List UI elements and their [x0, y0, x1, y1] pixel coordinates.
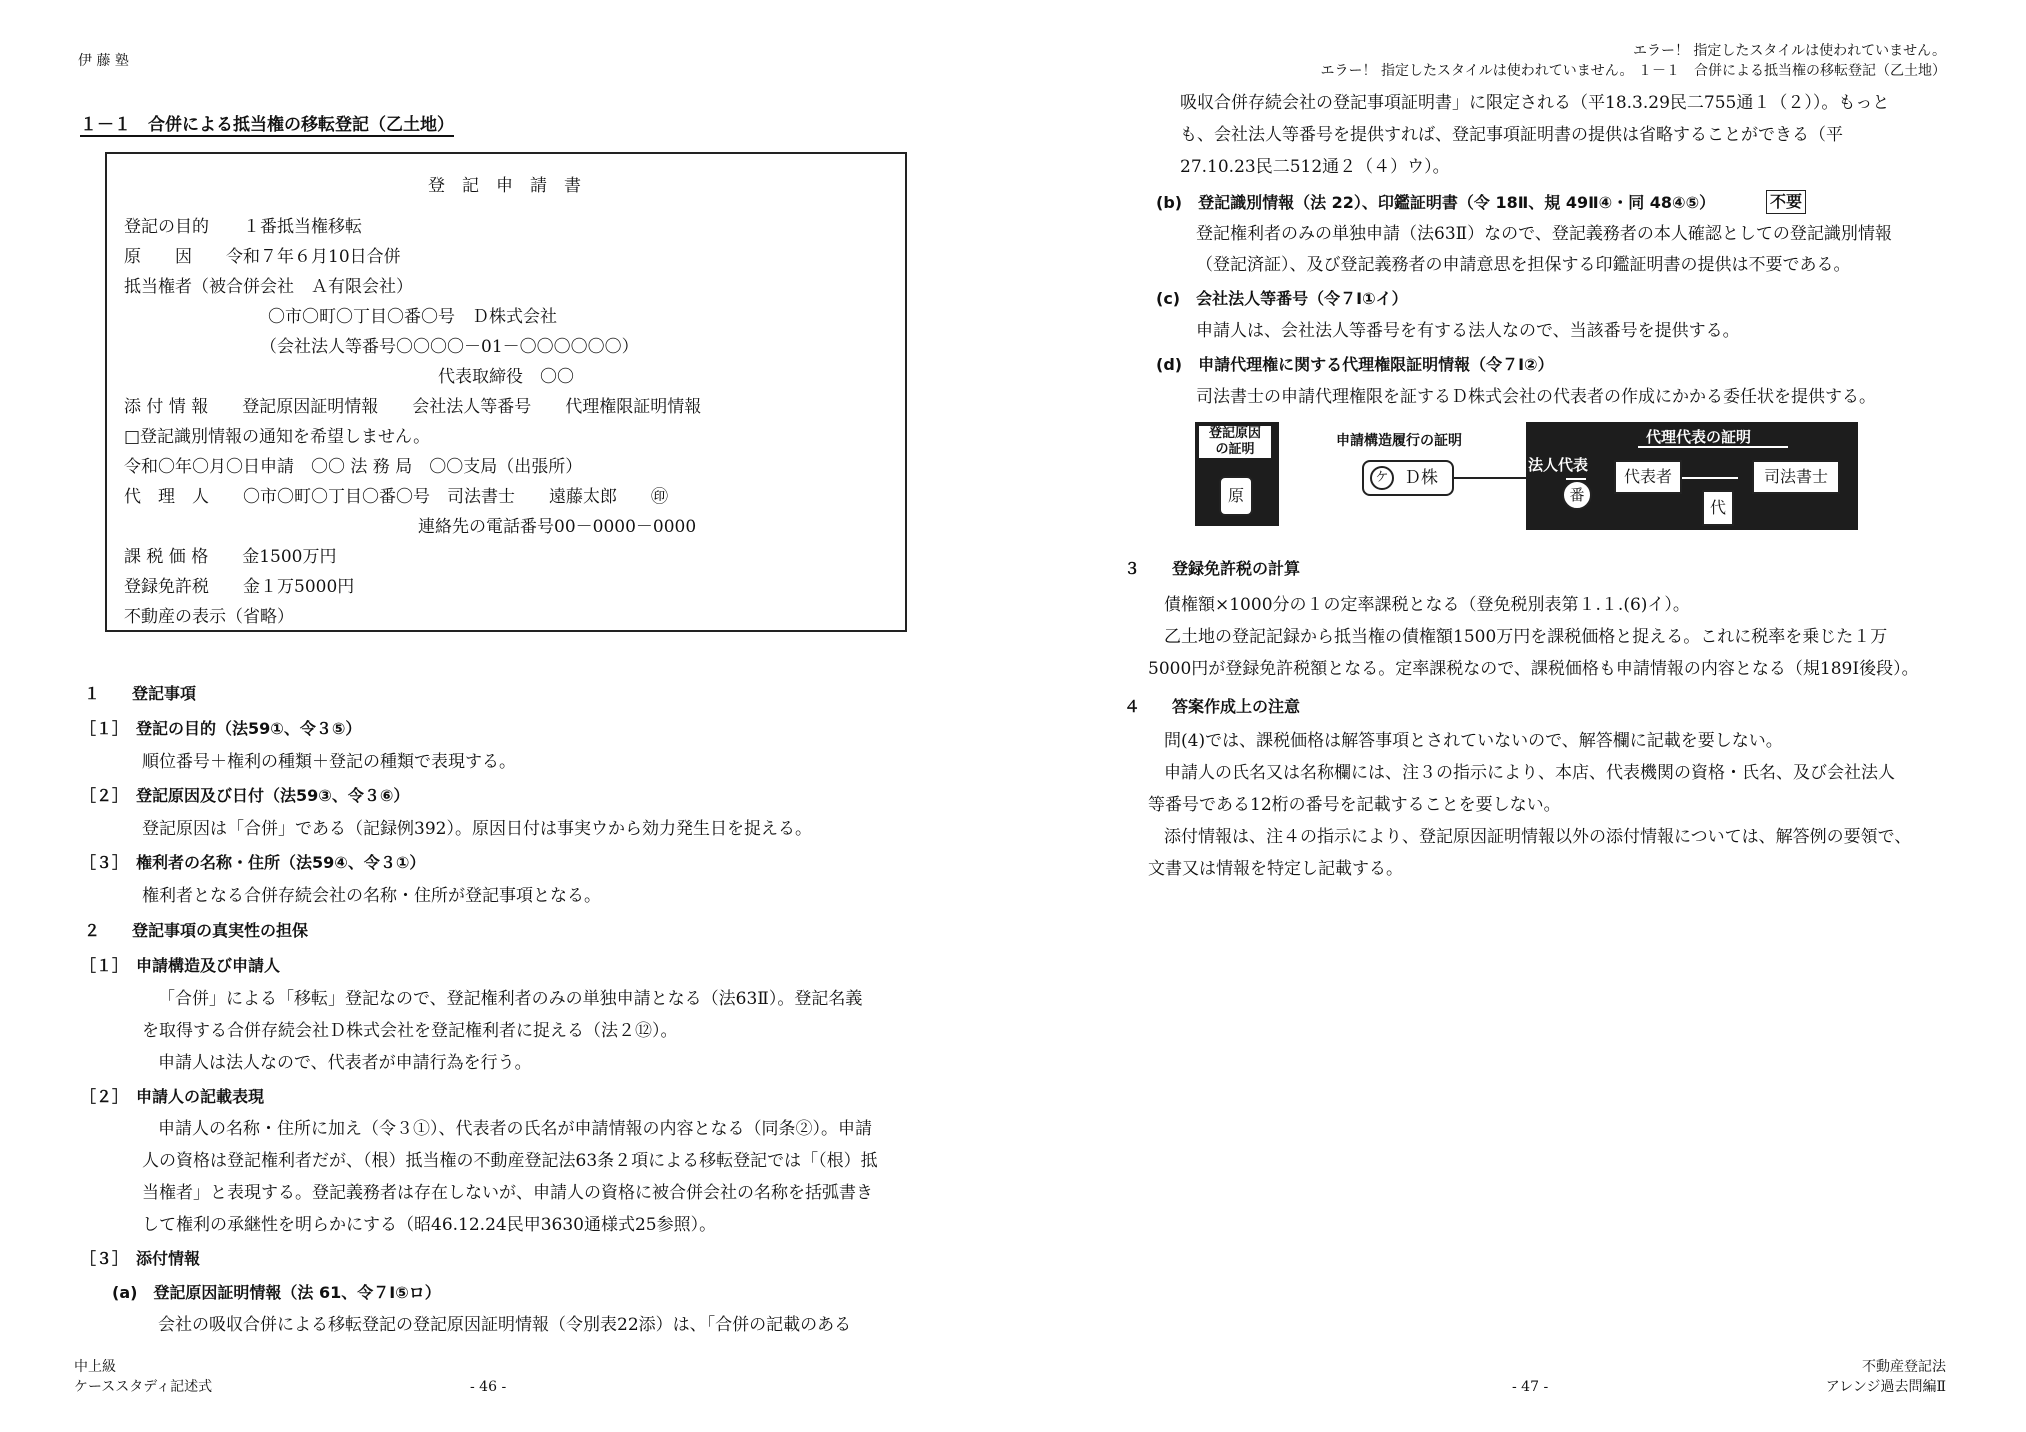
paragraph: 債権額×1000分の１の定率課税となる（登免税別表第１.１.(6)イ）。	[1164, 595, 1690, 615]
not-required-badge: 不要	[1766, 190, 1806, 214]
link-line	[1682, 477, 1738, 479]
corp-rep-label: 法人代表	[1528, 456, 1589, 474]
paragraph: を取得する合併存続会社Ｄ株式会社を登記権利者に捉える（法２⑫）。	[142, 1021, 678, 1041]
paragraph: （登記済証）、及び登記義務者の申請意思を担保する印鑑証明書の提供は不要である。	[1196, 255, 1851, 275]
paragraph: 27.10.23民二512通２（４）ウ）。	[1180, 157, 1450, 177]
paragraph: 登記権利者のみの単独申請（法63Ⅱ）なので、登記義務者の本人確認としての登記識別情報	[1196, 224, 1892, 244]
paragraph: 申請人は、会社法人等番号を有する法人なので、当該番号を提供する。	[1196, 321, 1740, 341]
form-line-director: 代表取締役 〇〇	[438, 367, 574, 387]
subheading-1-3: ［３］ 権利者の名称・住所（法59④、令３①）	[80, 853, 426, 872]
footer-law: 不動産登記法	[1862, 1359, 1946, 1375]
structure-label: Ｄ株	[1404, 468, 1438, 488]
agency-title: 代理代表の証明	[1646, 428, 1752, 446]
item-a: (a) 登記原因証明情報（法 61、令７Ⅰ⑤ロ）	[112, 1283, 441, 1302]
footer-edition: アレンジ過去問編Ⅱ	[1825, 1379, 1946, 1395]
agent-badge: 代	[1702, 490, 1734, 526]
paragraph: 申請人は法人なので、代表者が申請行為を行う。	[158, 1053, 532, 1073]
paragraph: 会社の吸収合併による移転登記の登記原因証明情報（令別表22添）は、「合併の記載のある	[158, 1315, 852, 1335]
form-line-address: 〇市〇町〇丁目〇番〇号 Ｄ株式会社	[268, 307, 557, 327]
paragraph: 吸収合併存続会社の登記事項証明書」に限定される（平18.3.29民二755通１（２））。もっと	[1180, 93, 1890, 113]
cause-box-line-1: 登記原因	[1208, 426, 1261, 441]
page-number-right: - 47 -	[1512, 1379, 1549, 1395]
structure-title: 申請構造履行の証明	[1336, 433, 1462, 449]
form-line-cause: 原 因 令和７年６月10日合併	[124, 247, 401, 267]
paragraph: 司法書士の申請代理権限を証するＤ株式会社の代表者の作成にかかる委任状を提供する。	[1196, 387, 1876, 407]
paragraph: 登記原因は「合併」である（記録例392）。原因日付は事実ウから効力発生日を捉える。	[142, 819, 812, 839]
agency-proof-box	[1526, 422, 1858, 530]
paragraph: 申請人の氏名又は名称欄には、注３の指示により、本店、代表機関の資格・氏名、及び会社法人	[1164, 763, 1895, 783]
paragraph: して権利の承継性を明らかにする（昭46.12.24民甲3630通様式25参照）。	[142, 1215, 717, 1235]
form-line-agent: 代 理 人 〇市〇町〇丁目〇番〇号 司法書士 遠藤太郎 ㊞	[124, 487, 668, 507]
paragraph: 問(4)では、課税価格は解答事項とされていないので、解答欄に記載を要しない。	[1164, 731, 1783, 751]
paragraph: 順位番号＋権利の種類＋登記の種類で表現する。	[142, 752, 516, 772]
form-heading: 登 記 申 請 書	[428, 176, 581, 196]
heading-2: ２ 登記事項の真実性の担保	[84, 921, 309, 940]
subheading-1-1: ［１］ 登記の目的（法59①、令３⑤）	[80, 719, 362, 738]
subheading-2-2: ［２］ 申請人の記載表現	[80, 1087, 265, 1106]
form-line-corp-number: （会社法人等番号〇〇〇〇－01－〇〇〇〇〇〇）	[260, 337, 639, 357]
subheading-2-3: ［３］ 添付情報	[80, 1249, 201, 1268]
form-line-mortgagee: 抵当権者（被合併会社 Ａ有限会社）	[124, 277, 413, 297]
page-number-left: - 46 -	[470, 1379, 507, 1395]
cause-box-line-2: の証明	[1215, 442, 1255, 457]
paragraph: も、会社法人等番号を提供すれば、登記事項証明書の提供は省略することができる（平	[1180, 125, 1843, 145]
paragraph: 申請人の名称・住所に加え（令３①）、代表者の氏名が申請情報の内容となる（同条②）。申請	[158, 1119, 872, 1139]
section-title: １－１ 合併による抵当権の移転登記（乙土地）	[80, 115, 454, 135]
paragraph: 5000円が登録免許税額となる。定率課税なので、課税価格も申請情報の内容となる（規189Ⅰ後段）。	[1148, 659, 1919, 679]
paragraph: 当権者」と表現する。登記義務者は存在しないが、申請人の資格に被合併会社の名称を括弧書き	[142, 1183, 873, 1203]
form-line-registration-tax: 登録免許税 金１万5000円	[124, 577, 355, 597]
error-line-2: エラー！ 指定したスタイルは使われていません。 １－１ 合併による抵当権の移転登記（乙土地）	[1320, 63, 1946, 79]
subheading-1-2: ［２］ 登記原因及び日付（法59③、令３⑥）	[80, 786, 410, 805]
form-line-purpose: 登記の目的 １番抵当権移転	[124, 217, 362, 237]
link-line	[1566, 478, 1586, 480]
seal-badge: 番	[1562, 480, 1592, 510]
error-line-1: エラー！ 指定したスタイルは使われていません。	[1632, 43, 1946, 59]
representative-box: 代表者	[1614, 460, 1682, 494]
heading-4: ４ 答案作成上の注意	[1124, 697, 1301, 716]
footer-course: 中上級	[74, 1359, 116, 1375]
registration-cause-box	[1195, 422, 1279, 526]
item-c: (c) 会社法人等番号（令７Ⅰ①イ）	[1156, 289, 1408, 308]
item-b: (b) 登記識別情報（法 22）、印鑑証明書（令 18Ⅱ、規 49Ⅱ④・同 48④⑤）	[1156, 193, 1716, 212]
heading-1: １ 登記事項	[84, 684, 197, 703]
form-line-tax-base: 課 税 価 格 金1500万円	[124, 547, 337, 567]
form-line-notice-checkbox: □登記識別情報の通知を希望しません。	[124, 427, 431, 447]
cause-badge: 原	[1219, 476, 1253, 516]
structure-badge: ケ	[1370, 466, 1394, 490]
subheading-2-1: ［１］ 申請構造及び申請人	[80, 956, 281, 975]
form-line-phone: 連絡先の電話番号00－0000－0000	[418, 517, 697, 537]
agency-title-underline	[1638, 446, 1788, 448]
form-line-property: 不動産の表示（省略）	[124, 607, 294, 627]
paragraph: 人の資格は登記権利者だが、（根）抵当権の不動産登記法63条２項による移転登記では「（根）抵	[142, 1151, 878, 1171]
paragraph: 文書又は情報を特定し記載する。	[1148, 859, 1403, 879]
paragraph: 添付情報は、注４の指示により、登記原因証明情報以外の添付情報については、解答例の要領で、	[1164, 827, 1912, 847]
paragraph: 乙土地の登記記録から抵当権の債権額1500万円を課税価格と捉える。これに税率を乗じた１万	[1164, 627, 1888, 647]
page-header: 伊 藤 塾	[78, 53, 129, 69]
form-line-application-date: 令和〇年〇月〇日申請 〇〇 法 務 局 〇〇支局（出張所）	[124, 457, 583, 477]
form-line-attachments: 添 付 情 報 登記原因証明情報 会社法人等番号 代理権限証明情報	[124, 397, 702, 417]
item-d: (d) 申請代理権に関する代理権限証明情報（令７Ⅰ②）	[1156, 355, 1554, 374]
paragraph: 等番号である12桁の番号を記載することを要しない。	[1148, 795, 1561, 815]
scrivener-box: 司法書士	[1752, 460, 1840, 494]
heading-3: ３ 登録免許税の計算	[1124, 559, 1301, 578]
paragraph: 「合併」による「移転」登記なので、登記権利者のみの単独申請となる（法63Ⅱ）。登記名義	[158, 989, 863, 1009]
paragraph: 権利者となる合併存続会社の名称・住所が登記事項となる。	[142, 886, 601, 906]
connector-line	[1454, 477, 1526, 479]
footer-subject: ケーススタディ記述式	[74, 1379, 213, 1395]
